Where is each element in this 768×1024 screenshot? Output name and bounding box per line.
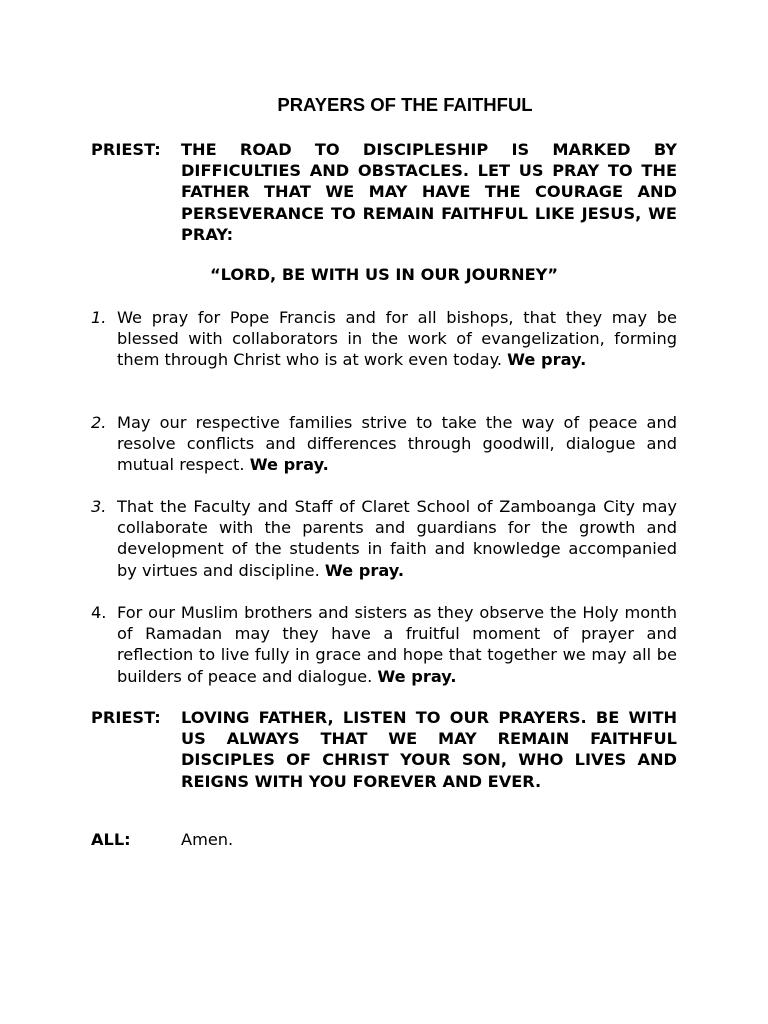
intention-body (117, 412, 677, 476)
all-response (91, 829, 677, 850)
intention-item (91, 602, 677, 687)
intention-ending: We pray. (377, 666, 457, 686)
intention-body (117, 307, 677, 371)
intention-item (91, 496, 677, 581)
all-response-text: Amen. (181, 830, 234, 849)
closing-prayer (91, 707, 677, 792)
intention-item (91, 412, 677, 476)
response-text: “LORD, BE WITH US IN OUR JOURNEY” (210, 265, 558, 284)
intention-ending: We pray. (249, 455, 329, 475)
speaker-label-all: ALL: (91, 830, 131, 849)
intention-number: 1. (91, 308, 107, 327)
opening-prayer (91, 139, 677, 245)
intention-body (117, 602, 677, 687)
intention-item (91, 307, 677, 371)
speaker-label-priest: PRIEST: (91, 140, 161, 159)
page-title: PRAYERS OF THE FAITHFUL (277, 94, 533, 115)
response-refrain (0, 264, 768, 285)
intention-text: May our respective families strive to take the way of peace and resolve conflicts and differences through goodwill, dialogue and mutual respect. (117, 413, 677, 475)
intention-number: 2. (91, 413, 107, 432)
closing-prayer-text: LOVING FATHER, LISTEN TO OUR PRAYERS. BE WITH US ALWAYS THAT WE MAY REMAIN FAITHFUL DISCIPLES OF CHRIST YOUR SON, WHO LIVES AND REIGNS WITH YOU FOREVER AND EVER. (181, 708, 677, 791)
intention-number: 4. (91, 603, 107, 622)
opening-prayer-text: THE ROAD TO DISCIPLESHIP IS MARKED BY DIFFICULTIES AND OBSTACLES. LET US PRAY TO THE FATHER THAT WE MAY HAVE THE COURAGE AND PERSEVERANCE TO REMAIN FAITHFUL LIKE JESUS, WE PRAY: (181, 140, 677, 244)
intention-text: We pray for Pope Francis and for all bishops, that they may be blessed with collaborators in the work of evangelization, forming them through Christ who is at work even today. (117, 308, 677, 370)
intention-text: That the Faculty and Staff of Claret School of Zamboanga City may collaborate with the parents and guardians for the growth and development of the students in faith and knowledge accompanied by virtues and discipline. (117, 497, 677, 580)
speaker-label-priest: PRIEST: (91, 708, 161, 727)
intention-number: 3. (91, 497, 107, 516)
intention-body (117, 496, 677, 581)
intention-ending: We pray. (324, 560, 404, 580)
intention-text: For our Muslim brothers and sisters as they observe the Holy month of Ramadan may they have a fruitful moment of prayer and reflection to live fully in grace and hope that together we may all be builders of peace and dialogue. (117, 603, 677, 686)
intention-ending: We pray. (507, 350, 587, 370)
